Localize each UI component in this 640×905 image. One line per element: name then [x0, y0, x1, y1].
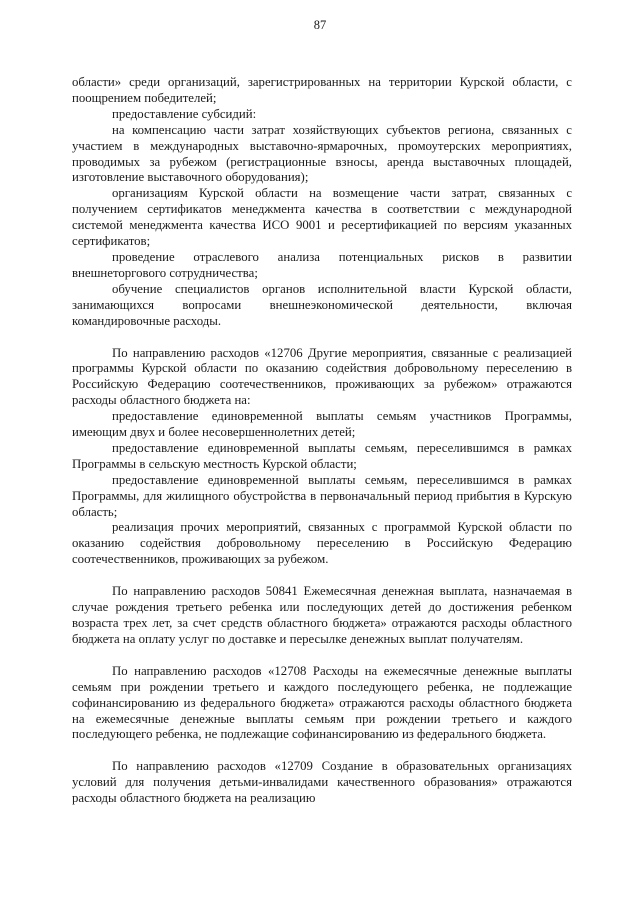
paragraph: на компенсацию части затрат хозяйствующих субъектов региона, связанных с участием в международных выставочно-ярмарочных, промоутерских мероприятиях, проводимых за рубежом (регистрационные взносы, аренда выставочных площадей, изготовление выставочного оборудования);	[72, 122, 572, 185]
paragraph: предоставление единовременной выплаты семьям, переселившимся в рамках Программы в сельскую местность Курской области;	[72, 440, 572, 471]
paragraph: реализация прочих мероприятий, связанных с программой Курской области по оказанию содействия добровольному переселению в Российскую Федерацию соотечественников, проживающих за рубежом.	[72, 520, 572, 567]
paragraph-gap	[72, 743, 572, 759]
paragraph: предоставление единовременной выплаты семьям, переселившимся в рамках Программы, для жилищного обустройства в первоначальный период прибытия в Курскую область;	[72, 472, 572, 519]
paragraph: организациям Курской области на возмещение части затрат, связанных с получением сертификатов менеджмента качества в соответствии с международной системой менеджмента качества ИСО 9001 и ресертификацией по версиям указанных сертификатов;	[72, 186, 572, 249]
paragraph-gap	[72, 648, 572, 664]
paragraph: По направлению расходов «12708 Расходы на ежемесячные денежные выплаты семьям при рождении третьего и каждого последующего ребенка, не подлежащие софинансированию из федерального бюджета» отражаются расходы областного бюджета на ежемесячные денежные выплаты семьям при рождении третьего и каждого последующего ребенка, не подлежащие софинансированию из федерального бюджета.	[72, 663, 572, 742]
paragraph: По направлению расходов 50841 Ежемесячная денежная выплата, назначаемая в случае рождения третьего ребенка или последующих детей до достижения ребенком возраста трех лет, за счет средств областного бюджета» отражаются расходы областного бюджета на оплату услуг по доставке и пересылке денежных выплат получателям.	[72, 584, 572, 646]
paragraph-gap	[72, 330, 572, 346]
document-body	[72, 75, 572, 807]
paragraph: обучение специалистов органов исполнительной власти Курской области, занимающихся вопросами внешнеэкономической деятельности, включая командировочные расходы.	[72, 281, 572, 328]
paragraph-gap	[72, 568, 572, 584]
paragraph: предоставление единовременной выплаты семьям участников Программы, имеющим двух и более несовершеннолетних детей;	[72, 409, 572, 440]
paragraph: проведение отраслевого анализа потенциальных рисков в развитии внешнеторгового сотрудничества;	[72, 249, 572, 280]
paragraph: области» среди организаций, зарегистрированных на территории Курской области, с поощрением победителей;	[72, 75, 572, 105]
paragraph: По направлению расходов «12709 Создание в образовательных организациях условий для получения детьми-инвалидами качественного образования» отражаются расходы областного бюджета на реализацию	[72, 759, 572, 806]
page-number: 87	[313, 18, 327, 32]
paragraph: По направлению расходов «12706 Другие мероприятия, связанные с реализацией программы Курской области по оказанию содействия добровольному переселению в Российскую Федерацию соотечественников, проживающих за рубежом» отражаются расходы областного бюджета на:	[72, 345, 572, 408]
paragraph: предоставление субсидий:	[112, 106, 257, 121]
